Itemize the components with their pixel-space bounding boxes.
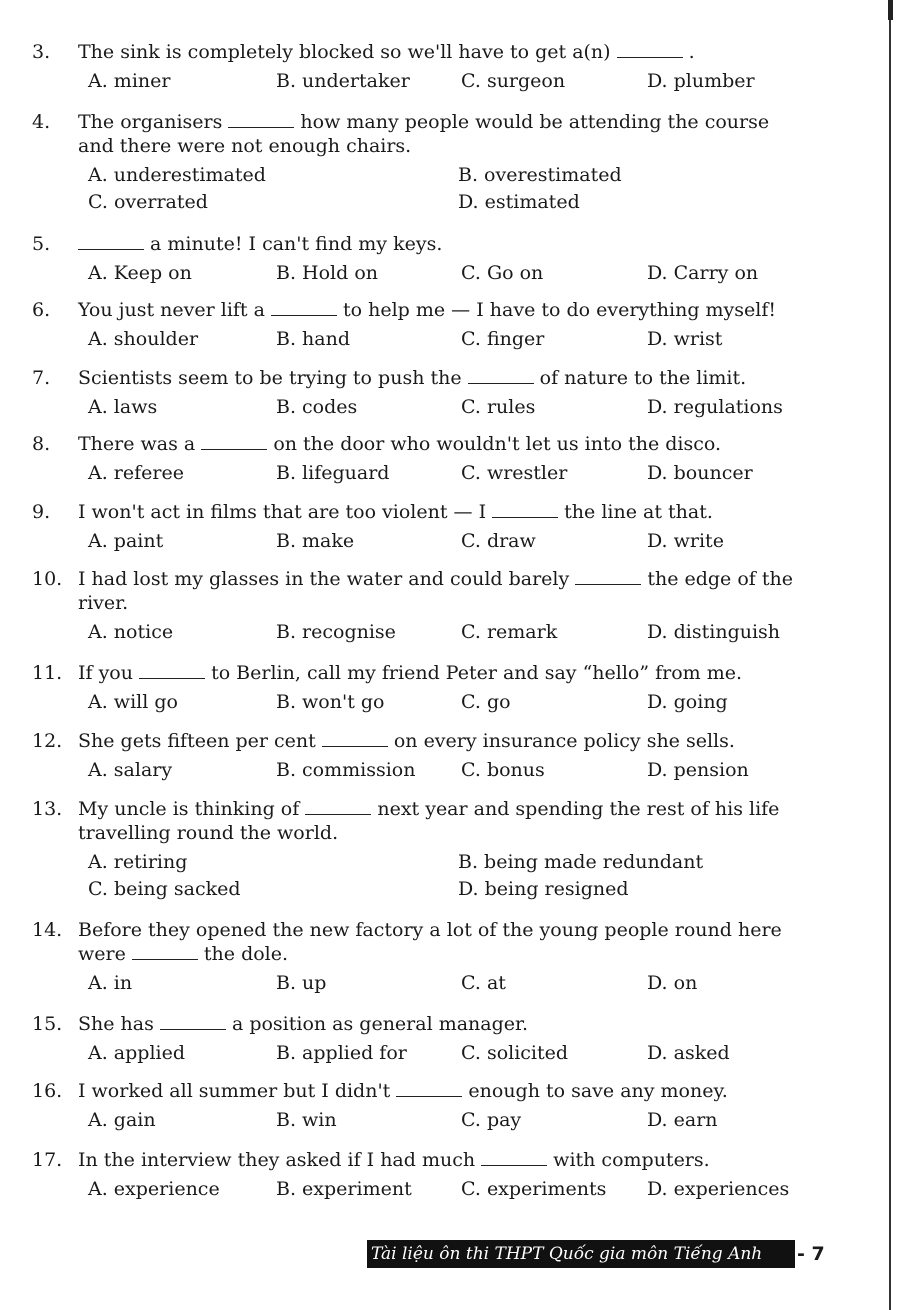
page-number: - 7 <box>797 1243 825 1265</box>
answer-option[interactable]: D. going <box>647 691 728 713</box>
answer-option[interactable]: D. being resigned <box>458 878 629 900</box>
question-number: 7. <box>32 367 51 389</box>
question-text: My uncle is thinking of next year and spending the rest of his life <box>78 798 780 820</box>
answer-option[interactable]: B. codes <box>276 396 358 418</box>
question-number: 3. <box>32 41 51 63</box>
answer-option[interactable]: C. wrestler <box>461 462 568 484</box>
answer-option[interactable]: B. up <box>276 972 327 994</box>
answer-option[interactable]: D. write <box>647 530 724 552</box>
answer-option[interactable]: A. Keep on <box>88 262 192 284</box>
answer-blank <box>617 41 683 58</box>
answer-option[interactable]: C. remark <box>461 621 558 643</box>
answer-option[interactable]: D. on <box>647 972 698 994</box>
question-text: The organisers how many people would be attending the course <box>78 111 770 133</box>
answer-option[interactable]: A. shoulder <box>88 328 199 350</box>
answer-option[interactable]: B. being made redundant <box>458 851 704 873</box>
answer-option[interactable]: D. estimated <box>458 191 580 213</box>
answer-blank <box>492 501 558 518</box>
answer-option[interactable]: D. asked <box>647 1042 730 1064</box>
answer-option[interactable]: C. being sacked <box>88 878 241 900</box>
answer-blank <box>468 367 534 384</box>
question-number: 12. <box>32 730 63 752</box>
question-number: 15. <box>32 1013 63 1035</box>
question-text: I worked all summer but I didn't enough to save any money. <box>78 1080 728 1102</box>
answer-option[interactable]: C. surgeon <box>461 70 566 92</box>
question-text: Before they opened the new factory a lot of the young people round here <box>78 919 782 941</box>
answer-option[interactable]: A. gain <box>88 1109 156 1131</box>
answer-option[interactable]: A. retiring <box>88 851 188 873</box>
answer-option[interactable]: C. draw <box>461 530 536 552</box>
question-text: river. <box>78 592 129 614</box>
answer-blank <box>305 798 371 815</box>
question-text: If you to Berlin, call my friend Peter and say “hello” from me. <box>78 662 743 684</box>
answer-option[interactable]: C. Go on <box>461 262 544 284</box>
answer-blank <box>139 662 205 679</box>
answer-option[interactable]: B. experiment <box>276 1178 412 1200</box>
answer-option[interactable]: D. regulations <box>647 396 783 418</box>
answer-option[interactable]: D. Carry on <box>647 262 759 284</box>
question-text: Scientists seem to be trying to push the of nature to the limit. <box>78 367 747 389</box>
answer-option[interactable]: C. at <box>461 972 506 994</box>
answer-option[interactable]: C. bonus <box>461 759 545 781</box>
answer-option[interactable]: C. solicited <box>461 1042 569 1064</box>
question-number: 8. <box>32 433 51 455</box>
answer-blank <box>396 1080 462 1097</box>
question-number: 11. <box>32 662 63 684</box>
question-text: I had lost my glasses in the water and could barely the edge of the <box>78 568 793 590</box>
answer-blank <box>575 568 641 585</box>
answer-option[interactable]: D. bouncer <box>647 462 753 484</box>
answer-option[interactable]: B. Hold on <box>276 262 379 284</box>
footer-banner: Tài liệu ôn thi THPT Quốc gia môn Tiếng Anh <box>367 1240 795 1268</box>
answer-blank <box>160 1013 226 1030</box>
answer-option[interactable]: D. wrist <box>647 328 723 350</box>
question-number: 14. <box>32 919 63 941</box>
answer-option[interactable]: B. lifeguard <box>276 462 390 484</box>
answer-option[interactable]: D. plumber <box>647 70 755 92</box>
answer-option[interactable]: A. in <box>88 972 133 994</box>
question-number: 17. <box>32 1149 63 1171</box>
answer-option[interactable]: A. notice <box>88 621 174 643</box>
answer-option[interactable]: A. underestimated <box>88 164 266 186</box>
question-text: In the interview they asked if I had much with computers. <box>78 1149 710 1171</box>
question-text: The sink is completely blocked so we'll have to get a(n) . <box>78 41 695 63</box>
question-text: travelling round the world. <box>78 822 339 844</box>
answer-option[interactable]: A. experience <box>88 1178 220 1200</box>
answer-option[interactable]: C. finger <box>461 328 545 350</box>
question-text: You just never lift a to help me — I have to do everything myself! <box>78 299 777 321</box>
answer-blank <box>322 730 388 747</box>
question-number: 13. <box>32 798 63 820</box>
question-text: and there were not enough chairs. <box>78 135 412 157</box>
answer-option[interactable]: B. undertaker <box>276 70 410 92</box>
answer-option[interactable]: D. pension <box>647 759 749 781</box>
answer-option[interactable]: C. rules <box>461 396 536 418</box>
answer-option[interactable]: A. referee <box>88 462 184 484</box>
answer-option[interactable]: B. recognise <box>276 621 396 643</box>
answer-option[interactable]: D. experiences <box>647 1178 790 1200</box>
answer-option[interactable]: B. overestimated <box>458 164 622 186</box>
answer-option[interactable]: A. will go <box>88 691 178 713</box>
answer-option[interactable]: A. salary <box>88 759 173 781</box>
answer-option[interactable]: A. miner <box>88 70 171 92</box>
answer-option[interactable]: A. applied <box>88 1042 186 1064</box>
answer-option[interactable]: B. won't go <box>276 691 385 713</box>
question-text: were the dole. <box>78 943 289 965</box>
answer-option[interactable]: C. go <box>461 691 511 713</box>
answer-blank <box>228 111 294 128</box>
answer-option[interactable]: B. hand <box>276 328 351 350</box>
question-text: I won't act in films that are too violent — I the line at that. <box>78 501 713 523</box>
question-number: 4. <box>32 111 51 133</box>
answer-blank <box>78 233 144 250</box>
question-text: She has a position as general manager. <box>78 1013 529 1035</box>
answer-option[interactable]: D. earn <box>647 1109 718 1131</box>
answer-option[interactable]: C. experiments <box>461 1178 607 1200</box>
answer-option[interactable]: B. make <box>276 530 355 552</box>
answer-option[interactable]: B. commission <box>276 759 416 781</box>
right-margin-rule <box>889 0 891 1310</box>
question-text: She gets fifteen per cent on every insurance policy she sells. <box>78 730 735 752</box>
question-text: a minute! I can't find my keys. <box>78 232 838 256</box>
answer-option[interactable]: A. paint <box>88 530 164 552</box>
answer-blank <box>481 1149 547 1166</box>
question-text: There was a on the door who wouldn't let us into the disco. <box>78 433 722 455</box>
right-margin-mark <box>888 0 893 20</box>
question-number: 16. <box>32 1080 63 1102</box>
answer-blank <box>271 299 337 316</box>
answer-option[interactable]: B. win <box>276 1109 337 1131</box>
question-number: 10. <box>32 568 63 590</box>
answer-option[interactable]: C. overrated <box>88 191 208 213</box>
answer-option[interactable]: D. distinguish <box>647 621 781 643</box>
answer-option[interactable]: A. laws <box>88 396 158 418</box>
question-number: 5. <box>32 233 51 255</box>
answer-option[interactable]: C. pay <box>461 1109 522 1131</box>
answer-option[interactable]: B. applied for <box>276 1042 407 1064</box>
question-number: 9. <box>32 501 51 523</box>
answer-blank <box>201 433 267 450</box>
question-number: 6. <box>32 299 51 321</box>
answer-blank <box>132 943 198 960</box>
